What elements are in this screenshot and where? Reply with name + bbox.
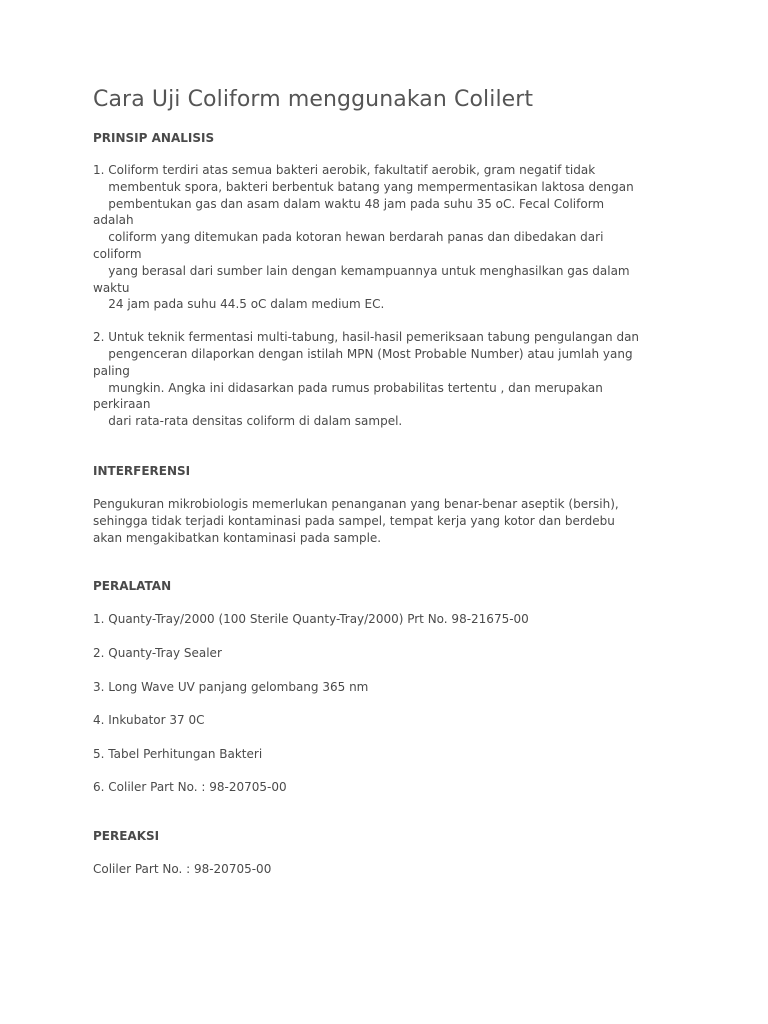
- list-item: 1. Quanty-Tray/2000 (100 Sterile Quanty-Tray/2000) Prt No. 98-21675-00: [93, 612, 529, 627]
- paragraph-pereaksi: Coliler Part No. : 98-20705-00: [93, 862, 272, 877]
- paragraph-prinsip-2: 2. Untuk teknik fermentasi multi-tabung, hasil-hasil pemeriksaan tabung pengulangan dan pengenceran dilaporkan dengan istilah MPN (Most Probable Number) atau jumlah yang paling mungkin. Angka ini didasarkan pada rumus probabilitas tertentu , dan merupakan perkiraan dari rata-rata densitas coliform di dalam sampel.: [93, 330, 640, 429]
- heading-prinsip-analisis: PRINSIP ANALISIS: [93, 131, 215, 145]
- document-title: Cara Uji Coliform menggunakan Colilert: [93, 87, 534, 112]
- list-item: 2. Quanty-Tray Sealer: [93, 645, 222, 660]
- list-item: 3. Long Wave UV panjang gelombang 365 nm: [93, 679, 369, 694]
- heading-interferensi: INTERFERENSI: [93, 463, 191, 478]
- list-item: 5. Tabel Perhitungan Bakteri: [93, 746, 263, 761]
- list-item: 4. Inkubator 37 0C: [93, 713, 205, 728]
- heading-pereaksi: PEREAKSI: [93, 829, 160, 844]
- paragraph-prinsip-1: 1. Coliform terdiri atas semua bakteri aerobik, fakultatif aerobik, gram negatif tidak membentuk spora, bakteri berbentuk batang yang mempermentasikan laktosa dengan pembentukan gas dan asam dalam waktu 48 jam pada suhu 35 oC. Fecal Coliform adalah coliform yang ditemukan pada kotoran hewan berdarah panas dan dibedakan dari coliform yang berasal dari sumber lain dengan kemampuannya untuk menghasilkan gas dalam waktu 24 jam pada suhu 44.5 oC dalam medium EC.: [93, 163, 634, 312]
- heading-peralatan: PERALATAN: [93, 579, 172, 594]
- document-page: [93, 86, 693, 878]
- peralatan-list: [93, 611, 693, 796]
- list-item: 6. Coliler Part No. : 98-20705-00: [93, 780, 287, 795]
- paragraph-interferensi: Pengukuran mikrobiologis memerlukan penanganan yang benar-benar aseptik (bersih), sehingga tidak terjadi kontaminasi pada sampel, tempat kerja yang kotor dan berdebu akan mengakibatkan kontaminasi pada sample.: [93, 496, 619, 545]
